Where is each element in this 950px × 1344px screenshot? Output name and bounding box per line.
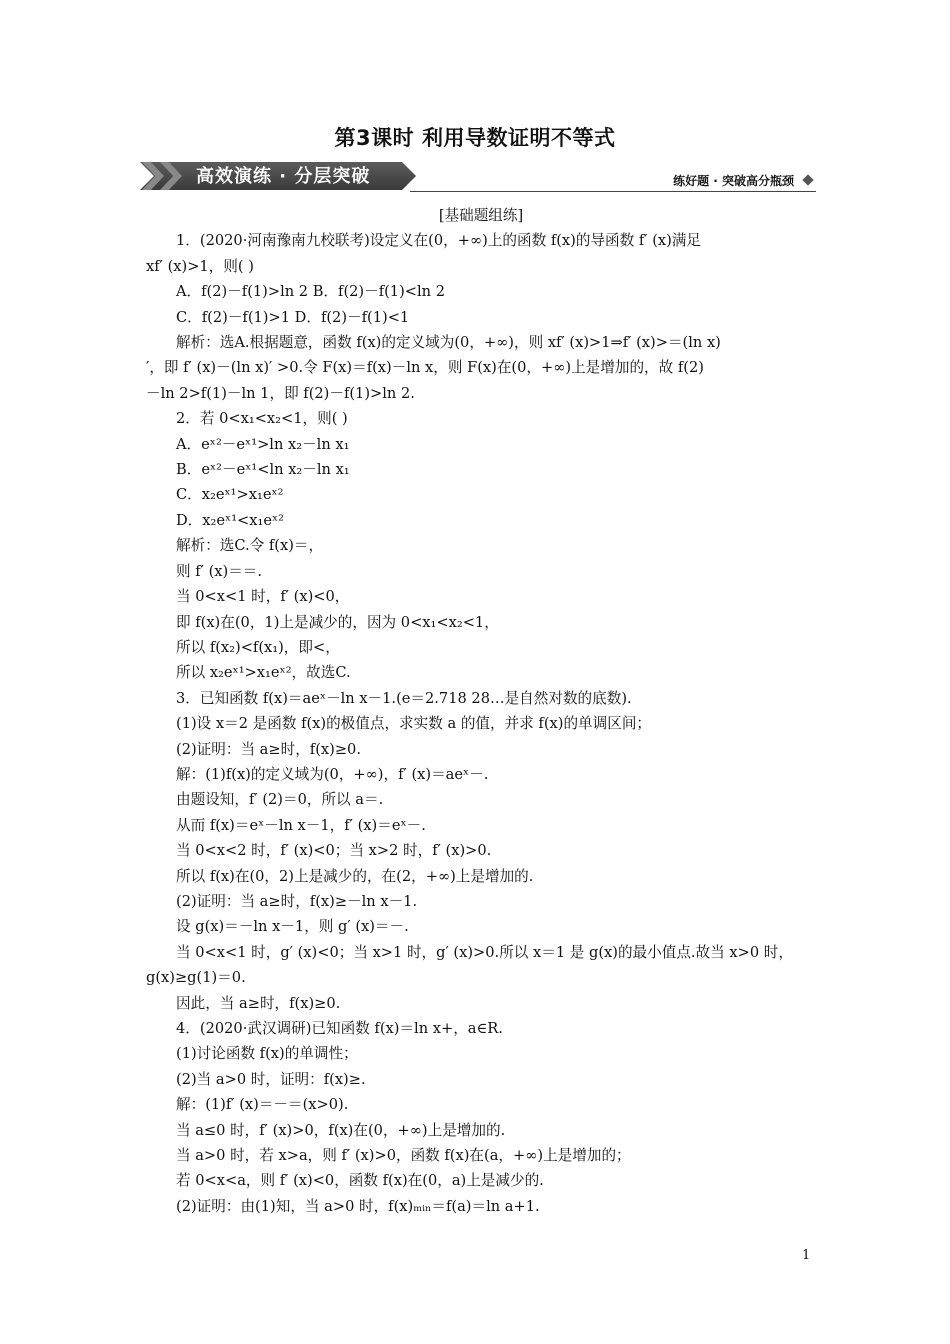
text-line: 解析：选A.根据题意，函数 f(x)的定义域为(0，+∞)，则 xf′ (x)>1⇒f′ (x)>＝(ln x)	[176, 334, 721, 352]
text-line: 解：(1)f′ (x)＝－＝(x>0).	[176, 1096, 349, 1114]
text-line: 3．已知函数 f(x)＝aeˣ－ln x－1.(e＝2.718 28…是自然对数的底数).	[176, 689, 632, 707]
banner-right-label: 练好题 · 突破高分瓶颈	[673, 174, 794, 188]
text-line: 1．(2020·河南豫南九校联考)设定义在(0，+∞)上的函数 f(x)的导函数 f′ (x)满足	[176, 232, 702, 250]
text-line: (2)证明：当 a≥时，f(x)≥－ln x－1.	[176, 892, 418, 910]
text-lines	[146, 228, 816, 1219]
text-line: 因此，当 a≥时，f(x)≥0.	[176, 994, 341, 1012]
text-line: C．x₂eˣ¹>x₁eˣ²	[176, 486, 284, 504]
text-line: 当 a≤0 时，f′ (x)>0，f(x)在(0，+∞)上是增加的.	[176, 1121, 506, 1139]
text-line: (1)讨论函数 f(x)的单调性；	[176, 1045, 358, 1063]
text-line: 从而 f(x)＝eˣ－ln x－1，f′ (x)＝eˣ－.	[176, 816, 426, 834]
text-line: 当 0<x<1 时，f′ (x)<0，	[176, 588, 350, 606]
text-line: B．eˣ²－eˣ¹<ln x₂－ln x₁	[176, 461, 350, 479]
text-line: D．x₂eˣ¹<x₁eˣ²	[176, 511, 285, 529]
text-line: 当 0<x<2 时，f′ (x)<0；当 x>2 时，f′ (x)>0.	[176, 842, 492, 860]
section-banner	[140, 160, 816, 194]
page-number: 1	[802, 1248, 811, 1263]
section-heading: [基础题组练]	[438, 207, 524, 224]
document-body	[146, 203, 816, 1219]
text-line: ′，即 f′ (x)－(ln x)′ >0.令 F(x)＝f(x)－ln x，则 F(x)在(0，+∞)上是增加的，故 f(2)	[146, 359, 704, 377]
text-line: A．eˣ²－eˣ¹>ln x₂－ln x₁	[176, 435, 350, 453]
text-line: 当 a>0 时，若 x>a，则 f′ (x)>0，函数 f(x)在(a，+∞)上是增加的；	[176, 1147, 631, 1165]
text-line: (2)证明：当 a≥时，f(x)≥0.	[176, 740, 361, 758]
text-line: 设 g(x)＝－ln x－1，则 g′ (x)＝－.	[176, 918, 409, 936]
banner-divider	[410, 191, 816, 192]
banner-label: 高效演练 · 分层突破	[196, 166, 371, 187]
text-line: (2)当 a>0 时，证明：f(x)≥.	[176, 1070, 366, 1088]
text-line: xf′ (x)>1，则( )	[146, 257, 254, 275]
text-line: A．f(2)－f(1)>ln 2 B．f(2)－f(1)<ln 2	[176, 283, 446, 301]
text-line: 解析：选C.令 f(x)＝，	[176, 537, 324, 555]
text-line: 解：(1)f(x)的定义域为(0，+∞)，f′ (x)＝aeˣ－.	[176, 765, 489, 783]
text-line: 4．(2020·武汉调研)已知函数 f(x)＝ln x+，a∈R.	[176, 1020, 503, 1037]
text-line: (1)设 x＝2 是函数 f(x)的极值点，求实数 a 的值，并求 f(x)的单调区间；	[176, 715, 652, 733]
text-line: 2．若 0<x₁<x₂<1，则( )	[176, 410, 348, 428]
text-line: 则 f′ (x)＝＝.	[176, 562, 263, 580]
text-line: (2)证明：由(1)知，当 a>0 时，f(x)ₘᵢₙ＝f(a)＝ln a+1.	[176, 1197, 540, 1215]
text-line: 由题设知，f′ (2)＝0，所以 a＝.	[176, 791, 384, 809]
text-line: 所以 x₂eˣ¹>x₁eˣ²，故选C.	[176, 664, 351, 682]
text-line: 所以 f(x)在(0，2)上是减少的，在(2，+∞)上是增加的.	[176, 867, 534, 885]
text-line: －ln 2>f(1)－ln 1，即 f(2)－f(1)>ln 2.	[146, 384, 415, 402]
diamond-icon	[802, 174, 813, 185]
text-line: C．f(2)－f(1)>1 D．f(2)－f(1)<1	[176, 308, 410, 326]
page-title: 第3课时 利用导数证明不等式	[334, 126, 616, 150]
text-line: 若 0<x<a，则 f′ (x)<0，函数 f(x)在(0，a)上是减少的.	[176, 1172, 544, 1190]
text-line: 当 0<x<1 时，g′ (x)<0；当 x>1 时，g′ (x)>0.所以 x＝1 是 g(x)的最小值点.故当 x>0 时，	[176, 943, 793, 961]
text-line: 即 f(x)在(0，1)上是减少的，因为 0<x₁<x₂<1，	[176, 613, 499, 631]
text-line: 所以 f(x₂)<f(x₁)，即<，	[176, 638, 340, 656]
text-line: g(x)≥g(1)＝0.	[146, 969, 246, 987]
